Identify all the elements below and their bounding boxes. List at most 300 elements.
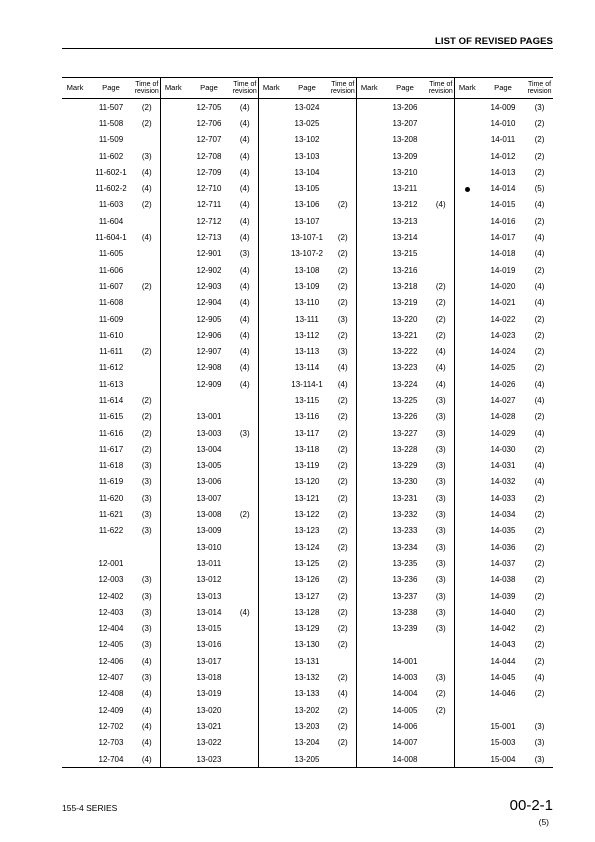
page-cell: 13-204 <box>294 738 320 748</box>
page-code: 00-2-1 <box>509 797 553 814</box>
page-cell: 13-234 <box>392 542 418 552</box>
mark-cell <box>160 686 186 702</box>
revision-cell <box>232 621 258 637</box>
page-cell: 13-211 <box>392 184 418 194</box>
table-row <box>62 278 553 294</box>
page-cell: 15-001 <box>490 721 516 731</box>
table-row <box>62 360 553 376</box>
mark-cell <box>62 180 88 196</box>
mark-cell <box>454 604 480 620</box>
page-cell: 13-020 <box>196 705 222 715</box>
page-cell: 13-225 <box>392 395 418 405</box>
page-cell: 11-602-1 <box>95 167 127 177</box>
revision-cell: (4) <box>534 673 545 683</box>
mark-cell <box>356 343 382 359</box>
page-cell: 13-209 <box>392 151 418 161</box>
page-cell: 14-039 <box>490 591 516 601</box>
page-cell: 12-409 <box>98 705 124 715</box>
page-cell: 11-618 <box>98 461 124 471</box>
page-cell: 14-029 <box>490 428 516 438</box>
revision-cell <box>526 702 553 718</box>
mark-cell <box>356 441 382 457</box>
revision-cell: (2) <box>435 705 446 715</box>
page-cell: 14-019 <box>490 265 516 275</box>
revision-cell: (3) <box>141 493 152 503</box>
page-cell: 12-707 <box>196 135 222 145</box>
page-cell: 11-620 <box>98 493 124 503</box>
header-time-of-revision <box>134 78 160 99</box>
revision-cell <box>134 132 160 148</box>
page-cell: 12-713 <box>196 233 222 243</box>
revision-cell: (4) <box>239 184 250 194</box>
page-cell: 13-008 <box>196 510 222 520</box>
page-cell: 13-127 <box>294 591 320 601</box>
mark-cell <box>258 474 284 490</box>
page-cell: 13-109 <box>294 281 320 291</box>
mark-cell <box>258 409 284 425</box>
mark-cell <box>62 490 88 506</box>
mark-cell <box>258 197 284 213</box>
mark-cell <box>356 148 382 164</box>
revision-cell <box>232 637 258 653</box>
mark-cell <box>160 148 186 164</box>
table-row <box>62 246 553 262</box>
mark-cell <box>62 278 88 294</box>
page-cell: 14-035 <box>490 526 516 536</box>
mark-cell <box>454 523 480 539</box>
page-cell: 14-003 <box>392 673 418 683</box>
revision-cell <box>428 751 454 768</box>
mark-cell <box>454 278 480 294</box>
header-rule <box>62 48 553 49</box>
page-cell: 12-903 <box>196 281 222 291</box>
page-cell: 13-013 <box>196 591 222 601</box>
mark-cell <box>258 180 284 196</box>
mark-cell <box>62 409 88 425</box>
revision-cell: (4) <box>435 379 446 389</box>
header-time-line1: Time of <box>135 80 159 88</box>
page-cell: 11-621 <box>98 510 124 520</box>
page-cell: 13-229 <box>392 461 418 471</box>
revision-cell: (3) <box>239 428 250 438</box>
table-row <box>62 295 553 311</box>
revision-cell: (4) <box>239 200 250 210</box>
page-cell: 14-033 <box>490 493 516 503</box>
page-cell: 13-129 <box>294 624 320 634</box>
mark-cell <box>454 751 480 768</box>
mark-cell <box>258 115 284 131</box>
revision-cell: (3) <box>337 347 348 357</box>
page-cell: 11-606 <box>98 265 124 275</box>
mark-cell <box>62 343 88 359</box>
page-cell: 13-009 <box>196 526 222 536</box>
header-time-line1: Time of <box>233 80 257 88</box>
mark-cell <box>258 718 284 734</box>
mark-cell <box>356 311 382 327</box>
page-cell: 12-711 <box>196 200 222 210</box>
table-row <box>62 409 553 425</box>
mark-cell <box>160 572 186 588</box>
mark-cell <box>160 164 186 180</box>
mark-cell <box>258 621 284 637</box>
page-cell: 14-005 <box>392 705 418 715</box>
revision-cell <box>134 213 160 229</box>
header-time-line2: revision <box>527 88 552 95</box>
page-cell: 12-906 <box>196 330 222 340</box>
header-time-line2: revision <box>232 88 257 95</box>
mark-cell <box>62 474 88 490</box>
header-page: Page <box>382 78 428 99</box>
revision-cell: (4) <box>239 314 250 324</box>
revision-cell: (2) <box>435 314 446 324</box>
revision-cell: (2) <box>534 314 545 324</box>
mark-cell <box>62 99 88 116</box>
revision-cell: (2) <box>337 721 348 731</box>
revision-cell <box>134 555 160 571</box>
mark-cell <box>62 539 88 555</box>
revision-cell: (3) <box>141 461 152 471</box>
revision-cell: (2) <box>337 558 348 568</box>
page-cell: 13-227 <box>392 428 418 438</box>
revision-cell: (2) <box>534 575 545 585</box>
revision-cell <box>428 148 454 164</box>
mark-cell <box>62 327 88 343</box>
revision-cell: (2) <box>141 412 152 422</box>
mark-cell <box>160 637 186 653</box>
page-cell: 14-042 <box>490 624 516 634</box>
revision-cell: (3) <box>435 542 446 552</box>
mark-cell <box>62 392 88 408</box>
page-cell: 14-044 <box>490 656 516 666</box>
header-mark: Mark <box>62 78 88 99</box>
page-cell: 13-107-1 <box>290 233 324 243</box>
mark-cell <box>454 360 480 376</box>
revision-cell: (2) <box>337 591 348 601</box>
page-cell: 13-207 <box>392 118 418 128</box>
revision-cell: (2) <box>534 265 545 275</box>
page-cell: 13-231 <box>392 493 418 503</box>
revision-cell <box>134 539 160 555</box>
mark-cell <box>62 686 88 702</box>
page-cell: 14-040 <box>490 607 516 617</box>
page-cell: 13-232 <box>392 510 418 520</box>
header-time-line2: revision <box>330 88 355 95</box>
revision-cell <box>134 311 160 327</box>
page-cell: 12-703 <box>98 738 124 748</box>
revision-cell: (2) <box>534 607 545 617</box>
table-row <box>62 506 553 522</box>
mark-cell <box>62 523 88 539</box>
revision-cell: (2) <box>337 738 348 748</box>
revision-cell: (4) <box>239 135 250 145</box>
page-cell: 13-215 <box>392 249 418 259</box>
revision-cell: (4) <box>239 363 250 373</box>
page-cell: 13-019 <box>196 689 222 699</box>
mark-cell <box>258 523 284 539</box>
mark-cell <box>454 311 480 327</box>
page-cell: 13-025 <box>294 118 320 128</box>
page-cell: 13-114 <box>294 363 320 373</box>
revision-cell: (2) <box>239 510 250 520</box>
page-cell: 11-614 <box>98 395 124 405</box>
mark-cell <box>160 474 186 490</box>
mark-cell <box>62 360 88 376</box>
header-time-of-revision <box>526 78 553 99</box>
revision-cell: (4) <box>141 656 152 666</box>
mark-cell <box>356 555 382 571</box>
mark-cell <box>62 637 88 653</box>
revision-cell: (4) <box>239 233 250 243</box>
page-cell: 13-018 <box>196 673 222 683</box>
page-cell: 13-124 <box>294 542 320 552</box>
mark-cell <box>62 164 88 180</box>
mark-cell <box>160 669 186 685</box>
table-row <box>62 474 553 490</box>
revision-cell: (2) <box>337 412 348 422</box>
revision-cell <box>428 229 454 245</box>
table-row <box>62 490 553 506</box>
mark-cell <box>62 458 88 474</box>
revision-cell <box>232 392 258 408</box>
table-row <box>62 180 553 196</box>
header-time-line2: revision <box>428 88 453 95</box>
page-cell: 13-214 <box>392 233 418 243</box>
mark-cell <box>454 669 480 685</box>
mark-cell <box>258 246 284 262</box>
mark-cell <box>160 115 186 131</box>
revision-cell <box>232 441 258 457</box>
mark-cell <box>356 474 382 490</box>
mark-cell <box>160 180 186 196</box>
page-cell: 13-117 <box>294 428 320 438</box>
mark-cell <box>356 653 382 669</box>
revision-cell <box>232 702 258 718</box>
revision-cell: (2) <box>534 412 545 422</box>
mark-cell <box>62 262 88 278</box>
revision-cell: (4) <box>239 281 250 291</box>
revision-cell <box>134 295 160 311</box>
revision-cell <box>134 246 160 262</box>
table-row <box>62 115 553 131</box>
mark-cell <box>454 164 480 180</box>
revision-cell <box>232 458 258 474</box>
page-cell: 13-011 <box>196 558 222 568</box>
page-cell: 13-022 <box>196 738 222 748</box>
page-cell: 12-001 <box>98 558 124 568</box>
mark-cell <box>454 474 480 490</box>
mark-cell <box>356 506 382 522</box>
revision-cell: (4) <box>534 461 545 471</box>
revision-cell <box>232 490 258 506</box>
revision-cell <box>330 180 356 196</box>
mark-cell <box>62 197 88 213</box>
page-cell: 13-010 <box>196 542 222 552</box>
page-cell: 13-123 <box>294 526 320 536</box>
header-time-of-revision <box>428 78 454 99</box>
page-cell: 14-037 <box>490 558 516 568</box>
revision-cell: (3) <box>435 673 446 683</box>
mark-cell <box>62 441 88 457</box>
mark-cell <box>454 392 480 408</box>
mark-cell <box>356 213 382 229</box>
page-cell: 11-615 <box>98 412 124 422</box>
mark-cell <box>258 686 284 702</box>
revision-cell <box>428 262 454 278</box>
revision-cell <box>232 409 258 425</box>
revision-cell: (2) <box>534 118 545 128</box>
revision-cell: (3) <box>435 558 446 568</box>
mark-cell <box>454 637 480 653</box>
revision-cell: (2) <box>534 493 545 503</box>
page-cell: 14-001 <box>392 656 418 666</box>
page-cell: 14-032 <box>490 477 516 487</box>
page-cell: 13-121 <box>294 493 320 503</box>
revision-cell: (4) <box>337 689 348 699</box>
page-cell: 13-208 <box>392 135 418 145</box>
revision-cell: (2) <box>337 428 348 438</box>
mark-cell <box>258 213 284 229</box>
page-cell: 14-046 <box>490 689 516 699</box>
revision-cell: (4) <box>141 689 152 699</box>
revision-cell: (3) <box>239 249 250 259</box>
table-row <box>62 262 553 278</box>
page-cell: 13-104 <box>294 167 320 177</box>
page-cell: 11-603 <box>98 200 124 210</box>
revision-cell <box>330 213 356 229</box>
revision-cell: (2) <box>141 118 152 128</box>
revision-cell <box>330 148 356 164</box>
table-row <box>62 197 553 213</box>
mark-cell <box>454 441 480 457</box>
mark-cell <box>62 425 88 441</box>
revision-cell: (2) <box>337 281 348 291</box>
mark-cell <box>356 458 382 474</box>
page-cell: 13-119 <box>294 461 320 471</box>
mark-cell <box>454 262 480 278</box>
mark-cell <box>258 425 284 441</box>
mark-cell <box>454 132 480 148</box>
table-row <box>62 621 553 637</box>
page-cell: 13-106 <box>294 200 320 210</box>
page-cell: 13-221 <box>392 330 418 340</box>
mark-cell <box>356 392 382 408</box>
mark-cell <box>160 409 186 425</box>
mark-cell <box>356 132 382 148</box>
revision-cell: (2) <box>534 542 545 552</box>
revision-cell: (4) <box>239 379 250 389</box>
table-row <box>62 343 553 359</box>
table-header <box>62 78 553 99</box>
page-cell: 13-118 <box>294 444 320 454</box>
page-cell: 14-009 <box>490 102 516 112</box>
page-cell: 11-610 <box>98 330 124 340</box>
table-row <box>62 425 553 441</box>
revision-cell: (4) <box>435 200 446 210</box>
page-cell: 13-125 <box>294 558 320 568</box>
mark-cell <box>160 506 186 522</box>
header-time-of-revision <box>330 78 356 99</box>
table-row <box>62 539 553 555</box>
mark-cell <box>356 490 382 506</box>
page-cell: 11-611 <box>99 347 123 357</box>
mark-cell <box>258 229 284 245</box>
revision-cell: (4) <box>239 330 250 340</box>
revision-cell <box>232 572 258 588</box>
revision-cell: (2) <box>435 689 446 699</box>
page-cell: 13-021 <box>196 721 222 731</box>
mark-cell <box>258 295 284 311</box>
revision-cell <box>232 669 258 685</box>
revision-cell: (2) <box>141 200 152 210</box>
page-cell: 12-705 <box>196 102 222 112</box>
mark-cell <box>356 751 382 768</box>
table-row <box>62 229 553 245</box>
page-cell: 13-205 <box>284 751 330 768</box>
table-row <box>62 555 553 571</box>
revision-cell: (3) <box>337 314 348 324</box>
page-cell: 13-116 <box>294 412 320 422</box>
mark-cell <box>454 458 480 474</box>
page-cell: 13-128 <box>294 607 320 617</box>
page-cell: 12-704 <box>88 751 134 768</box>
page-cell: 14-017 <box>490 233 516 243</box>
page-cell: 11-608 <box>98 298 124 308</box>
mark-cell <box>258 278 284 294</box>
page-cell: 13-024 <box>294 102 320 112</box>
page-cell: 12-706 <box>196 118 222 128</box>
page-cell: 14-038 <box>490 575 516 585</box>
page-cell: 15-004 <box>480 751 526 768</box>
mark-cell <box>454 295 480 311</box>
revision-cell: (4) <box>239 102 250 112</box>
page-cell: 13-126 <box>294 575 320 585</box>
revision-cell: (4) <box>239 151 250 161</box>
page-cell: 14-013 <box>490 167 516 177</box>
revision-cell: (4) <box>534 200 545 210</box>
page-cell: 13-238 <box>392 607 418 617</box>
table-row <box>62 718 553 734</box>
page-cell: 13-110 <box>294 298 320 308</box>
mark-cell <box>356 197 382 213</box>
mark-cell <box>356 588 382 604</box>
page-cell: 14-018 <box>490 249 516 259</box>
mark-cell <box>258 702 284 718</box>
revision-cell: (2) <box>534 526 545 536</box>
revision-cell: (2) <box>337 493 348 503</box>
page-cell: 12-708 <box>196 151 222 161</box>
revision-cell <box>428 246 454 262</box>
page-cell: 13-122 <box>294 510 320 520</box>
revision-cell: (5) <box>534 184 545 194</box>
mark-cell <box>454 555 480 571</box>
revision-cell: (3) <box>141 673 152 683</box>
revision-cell: (2) <box>534 689 545 699</box>
mark-cell <box>258 441 284 457</box>
mark-cell <box>454 229 480 245</box>
revision-cell: (4) <box>134 751 160 768</box>
header-time-line1: Time of <box>331 80 355 88</box>
page-cell: 12-709 <box>196 167 222 177</box>
header-time-of-revision <box>232 78 258 99</box>
mark-cell <box>62 229 88 245</box>
mark-cell <box>258 343 284 359</box>
table-row <box>62 441 553 457</box>
page-cell: 14-008 <box>382 751 428 768</box>
page-cell: 13-222 <box>392 347 418 357</box>
page-cell: 13-005 <box>196 461 222 471</box>
revision-cell: (2) <box>534 151 545 161</box>
revision-cell: (4) <box>141 167 152 177</box>
